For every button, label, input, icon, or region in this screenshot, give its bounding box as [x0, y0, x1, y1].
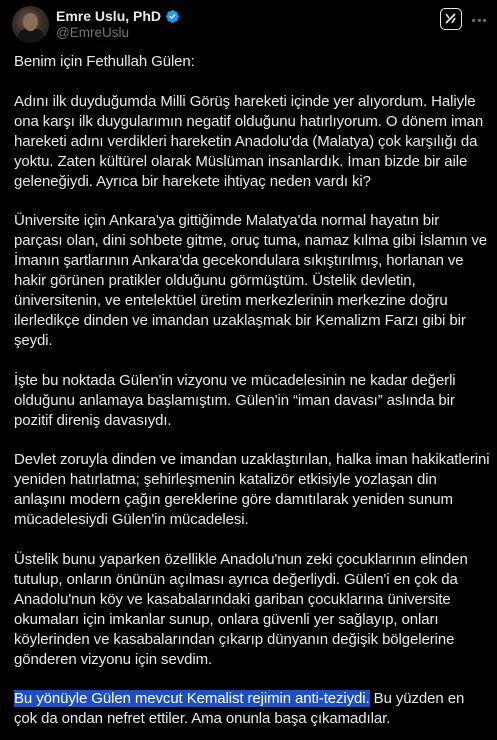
selected-text[interactable]: Bu yönüyle Gülen mevcut Kemalist rejimin anti-teziydi.	[14, 690, 370, 707]
author-name[interactable]: Emre Uslu, PhD	[56, 8, 162, 24]
more-options-icon[interactable]	[469, 12, 489, 28]
verified-badge-icon	[165, 9, 180, 24]
post-paragraph: Adını ilk duyduğumda Milli Görüş hareketi içinde yer alıyordum. Haliyle ona karşı ilk duygularımın negatif olduğunu hatırlıyorum. O dönem iman hareketi adını verdikleri hareketin Anadolu'da (Malatya) çok karşılığı da yoktu. Zaten kültürel olarak Müslüman insanlardık. İman bizde bir aile geleneğiydi. Ayrıca bir harekete ihtiyaç neden vardı ki?	[14, 92, 484, 190]
post-paragraph: Benim için Fethullah Gülen:	[14, 53, 195, 70]
post-text	[14, 52, 490, 740]
post-text-rest: Bu yüzden en çok da ondan nefret ettiler. Ama onunla başa çıkamadılar.	[14, 690, 465, 727]
post-header	[0, 0, 497, 48]
author-handle[interactable]: @EmreUslu	[56, 25, 129, 40]
post-paragraph: İşte bu noktada Gülen'in vizyonu ve mücadelesinin ne kadar değerli olduğunu anlamaya başlamıştım. Gülen'in “iman davası” aslında bir pozitif direniş davasıydı.	[14, 371, 456, 429]
post-paragraph-final	[14, 689, 490, 729]
post-paragraph: Devlet zoruyla dinden ve imandan uzaklaştırılan, halka iman hakikatlerini yeniden hatırlatma; şehirleşmenin katalizör etkisiyle yozlaşan din anlaşını modern çağın gereklerine göre damıtılarak yeniden sunum mücadelesiydi Gülen'in mücadelesi.	[14, 451, 490, 528]
post-paragraph: Üniversite için Ankara'ya gittiğimde Malatya'da normal hayatın bir parçası olan, dini sohbete gitme, oruç tuma, namaz kılma gibi İslamın ve İmanın şartlarının Ankara'da gecekondulara sıkıştırılmış, horlanan ve hakir görünen pratikler olduğunu görmüştüm. Üstelik devletin, üniversitenin, ve entelektüel üretim merkezlerinin merkezine doğru ilerledikçe dinden ve imandan uzaklaşmak bir Kemalizm Farzı gibi bir şeydi.	[14, 212, 488, 349]
avatar[interactable]	[12, 6, 49, 43]
author-name-row[interactable]	[56, 8, 180, 24]
post-paragraph: Üstelik bunu yaparken özellikle Anadolu'nun zeki çocuklarının elinden tutulup, onların önünün açılması ayrıca değerliydi. Gülen'i en çok da Anadolu'nun köy ve kasabalarındaki gariban çocuklarına üniversite okumaları için imkanlar sunup, onlara güvenli yer sağlayıp, onları köylerinden ve kasabalarından çıkarıp dünyanın değişik bölgelerine gönderen vizyonu için sevdim.	[14, 550, 468, 668]
grok-icon[interactable]	[440, 8, 462, 30]
